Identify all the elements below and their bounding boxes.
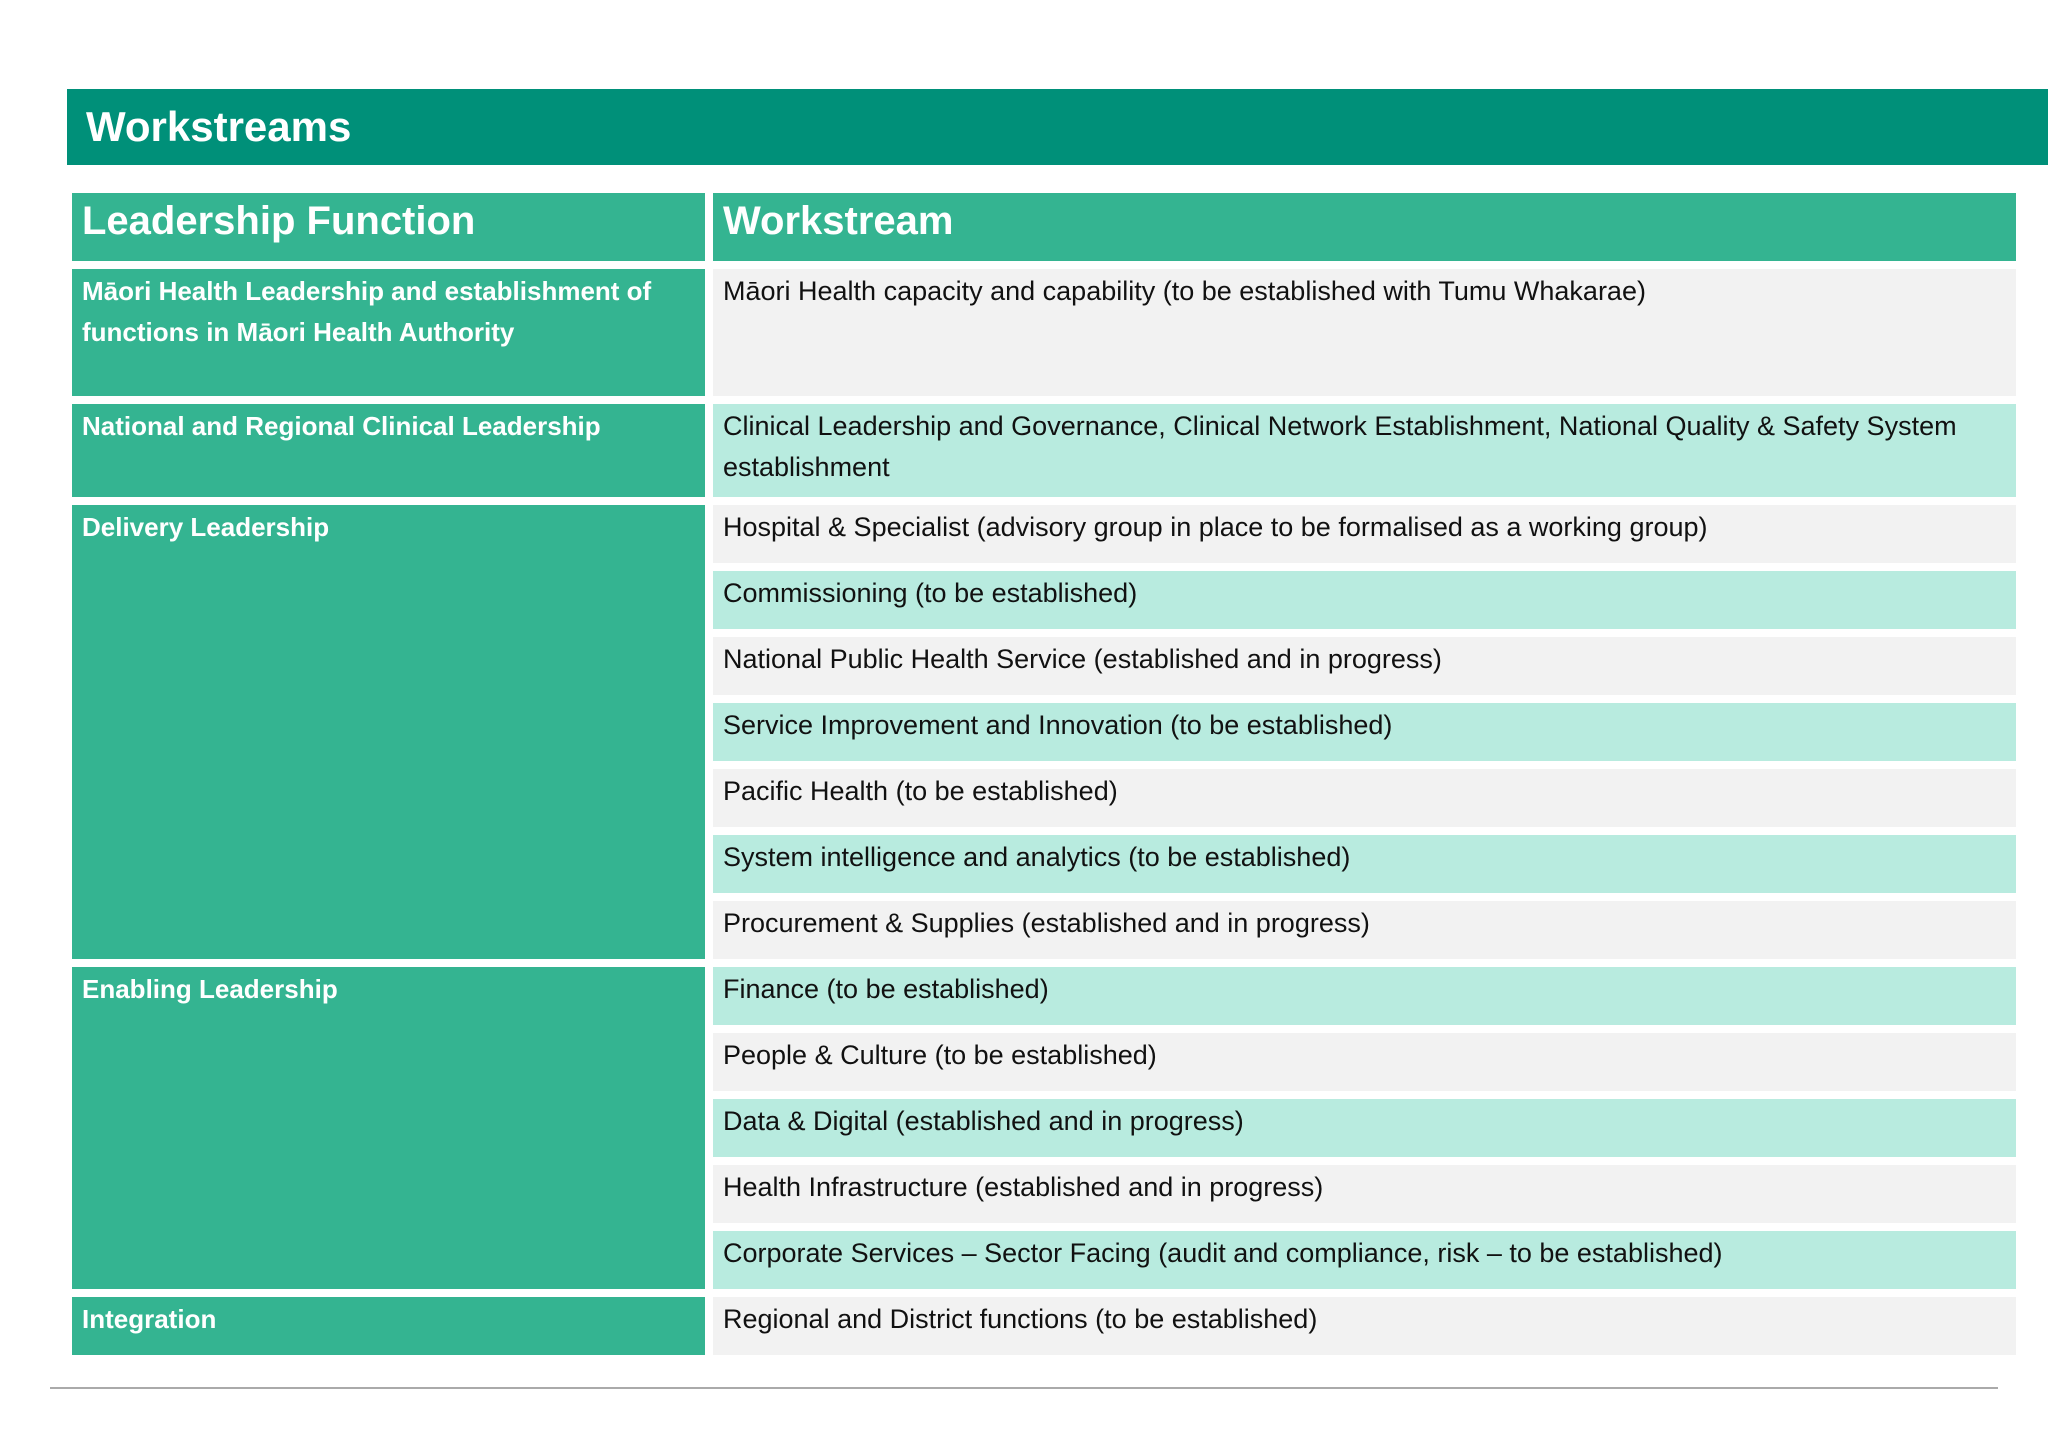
workstream-row: Procurement & Supplies (established and in progress) <box>713 901 2016 959</box>
workstream-row: Hospital & Specialist (advisory group in place to be formalised as a working group) <box>713 505 2016 563</box>
workstream-row: Corporate Services – Sector Facing (audit and compliance, risk – to be established) <box>713 1231 2016 1289</box>
header-leadership-function: Leadership Function <box>72 193 705 261</box>
workstream-row: System intelligence and analytics (to be established) <box>713 835 2016 893</box>
workstream-row: Health Infrastructure (established and in progress) <box>713 1165 2016 1223</box>
function-integration: Integration <box>72 1297 705 1355</box>
page-title: Workstreams <box>86 103 352 150</box>
header-workstream: Workstream <box>713 193 2016 261</box>
workstream-row: Pacific Health (to be established) <box>713 769 2016 827</box>
workstream-row: Service Improvement and Innovation (to be established) <box>713 703 2016 761</box>
workstream-row: Finance (to be established) <box>713 967 2016 1025</box>
workstream-row: Commissioning (to be established) <box>713 571 2016 629</box>
footer-divider <box>50 1387 1998 1389</box>
title-bar <box>67 89 2048 165</box>
function-enabling-leadership: Enabling Leadership <box>72 967 705 1289</box>
function-maori-health: Māori Health Leadership and establishment of functions in Māori Health Authority <box>72 269 705 396</box>
workstream-row: Data & Digital (established and in progress) <box>713 1099 2016 1157</box>
workstream-row: People & Culture (to be established) <box>713 1033 2016 1091</box>
function-clinical-leadership: National and Regional Clinical Leadership <box>72 404 705 497</box>
workstream-row: National Public Health Service (established and in progress) <box>713 637 2016 695</box>
workstream-row: Regional and District functions (to be established) <box>713 1297 2016 1355</box>
workstream-row: Clinical Leadership and Governance, Clinical Network Establishment, National Quality & Safety System establishment <box>713 404 2016 497</box>
workstreams-table <box>72 193 2016 1355</box>
workstream-row: Māori Health capacity and capability (to be established with Tumu Whakarae) <box>713 269 2016 396</box>
function-delivery-leadership: Delivery Leadership <box>72 505 705 959</box>
